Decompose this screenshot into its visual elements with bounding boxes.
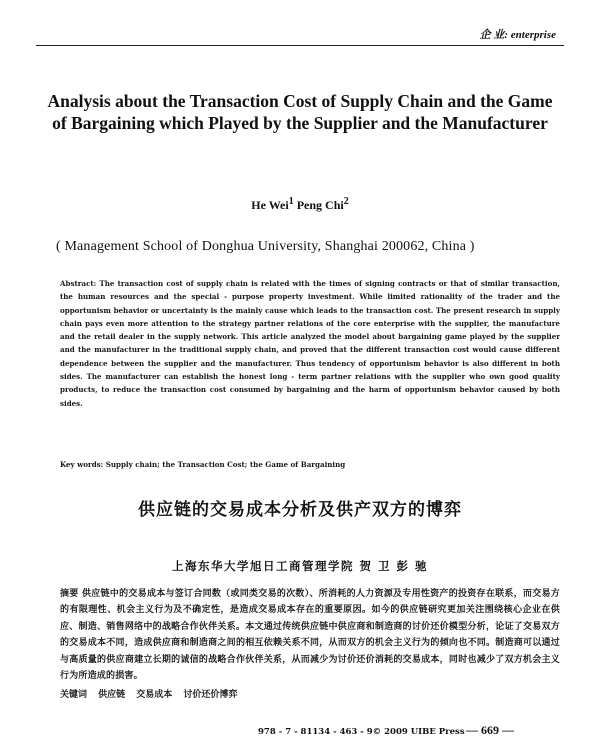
affiliation: ( Management School of Donghua University, Shanghai 200062, China ) (56, 239, 475, 254)
author-name-2: Peng Chi (296, 198, 344, 212)
authors (0, 196, 600, 213)
chinese-abstract-text: 供应链中的交易成本与签订合同数（或同类交易的次数）、所消耗的人力资源及专用性资产的投资存在联系，而交易方的有限理性、机会主义行为及不确定性，是造成交易成本存在的重要原因。如今的供应链研究更加关注围绕核心企业在供应、制造、销售网络中的战略合作伙伴关系。本文通过传统供应链中供应商和制造商的讨价还价模型分析，论证了交易双方的交易成本不同，造成供应商和制造商之间的相互依赖关系不同，从而双方的机会主义行为的倾向也不同。制造商可以通过与高质量的供应商建立长期的诚信的战略合作伙伴关系，从而减少为讨价还价消耗的交易成本，同时也减少了双方机会主义行为所造成的损害。 (60, 589, 560, 682)
abstract-label: Abstract: (60, 279, 97, 288)
author-sup-1: 1 (288, 196, 294, 207)
chinese-abstract (60, 586, 560, 684)
chinese-authors: 上海东华大学旭日工商管理学院 贺 卫 彭 驰 (171, 559, 428, 573)
chinese-keywords-items: 供应链 交易成本 讨价还价博弈 (98, 690, 238, 700)
author-name-1: He Wei (251, 198, 289, 212)
chinese-keywords-label: 关键词 (60, 690, 88, 700)
isbn-line: 978 - 7 - 81134 - 463 - 9© 2009 UIBE Press (258, 727, 465, 737)
paper-title: Analysis about the Transaction Cost of Supply Chain and the Game of Bargaining which Played by the Supplier and the Manufacturer (47, 91, 553, 133)
chinese-title: 供应链的交易成本分析及供产双方的博弈 (138, 500, 462, 520)
chinese-abstract-label: 摘要 (60, 589, 79, 599)
abstract-text: The transaction cost of supply chain is related with the times of signing contracts or that of similar transaction, the human resources and the special - purpose property investment. While limited rationality of the trader and the opportunism behavior or uncertainty is the mainly cause which leads to the transaction cost. The present research in supply chain pays even more attention to the strategy partner relations of the core enterprise with the supplier, the manufacture and the retail dealer in the supply network. This article analyzed the model about bargaining game played by the supplier and the manufacturer in the traditional supply chain, and proved that the different transaction cost would cause different dependence between the supplier and the manufacturer. Thus tendency of opportunism behavior is also different in both sides. The manufacturer can establish the honest long - term partner relations with the supplier who own good quality products, to reduce the transaction cost consumed by bargaining and the harm of opportunism behavior caused by both sides. (60, 279, 560, 408)
keywords-text: Supply chain; the Transaction Cost; the Game of Bargaining (103, 460, 346, 469)
english-abstract (60, 277, 560, 410)
keywords-label: Key words: (60, 460, 104, 469)
author-sup-2: 2 (343, 196, 349, 207)
english-keywords (60, 459, 560, 471)
chinese-keywords (60, 688, 560, 702)
header-rule (36, 45, 564, 46)
running-head: 企 业: enterprise (479, 29, 556, 41)
page-number: — 669 — (466, 723, 514, 737)
